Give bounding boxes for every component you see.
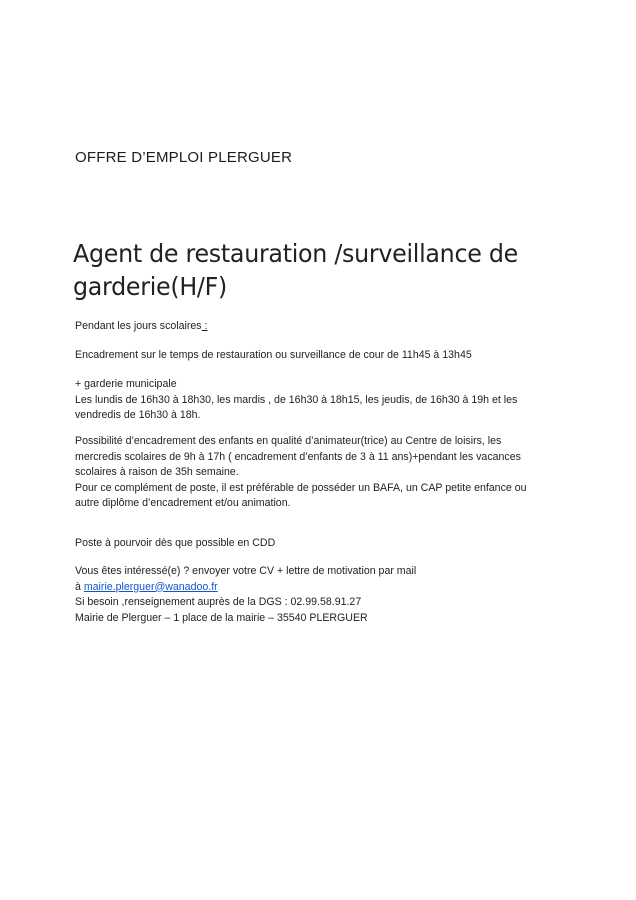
- school-days-label: [75, 319, 545, 335]
- complement-line-1: Pour ce complément de poste, il est préférable de posséder un BAFA, un CAP petite enfance ou: [75, 481, 527, 494]
- school-days-text: Pendant les jours scolaires: [75, 320, 202, 332]
- supervision-paragraph: [75, 348, 545, 364]
- email-prefix: à: [75, 580, 84, 593]
- email-line: [75, 580, 545, 596]
- supervision-text: Encadrement sur le temps de restauration ou surveillance de cour de 11h45 à 13h45: [75, 349, 472, 361]
- address-line: Mairie de Plerguer – 1 place de la mairie – 35540 PLERGUER: [75, 611, 368, 624]
- post-text: Poste à pourvoir dès que possible en CDD: [75, 537, 276, 549]
- job-title: [73, 237, 567, 303]
- garderie-line-3: vendredis de 16h30 à 18h.: [75, 409, 201, 421]
- post-paragraph: [75, 536, 545, 552]
- garderie-line-1: + garderie municipale: [75, 378, 177, 390]
- document-heading: OFFRE D’EMPLOI PLERGUER: [75, 149, 293, 166]
- school-days-colon: :: [201, 320, 208, 332]
- possibility-line-1: Possibilité d’encadrement des enfants en qualité d’animateur(trice) au Centre de loisirs, les: [75, 435, 502, 447]
- job-title-line-2: garderie(H/F): [73, 272, 227, 301]
- contact-paragraph: [75, 564, 545, 626]
- complement-line-2: autre diplôme d’encadrement et/ou animation.: [75, 497, 291, 509]
- info-line: Si besoin ,renseignement auprès de la DGS : 02.99.58.91.27: [75, 596, 362, 608]
- garderie-paragraph: [75, 377, 545, 424]
- possibility-line-3: scolaires à raison de 35h semaine.: [75, 466, 239, 478]
- possibility-line-2: mercredis scolaires de 9h à 17h ( encadrement d’enfants de 3 à 11 ans)+pendant les vacances: [75, 450, 521, 463]
- job-title-line-1: Agent de restauration /surveillance de: [73, 239, 518, 268]
- garderie-line-2: Les lundis de 16h30 à 18h30, les mardis , de 16h30 à 18h15, les jeudis, de 16h30 à 19h et les: [75, 393, 518, 406]
- email-link[interactable]: mairie.plerguer@wanadoo.fr: [83, 580, 218, 593]
- apply-line: Vous êtes intéressé(e) ? envoyer votre CV + lettre de motivation par mail: [75, 565, 417, 577]
- school-days-section: [75, 319, 545, 335]
- possibility-paragraph: [75, 434, 545, 512]
